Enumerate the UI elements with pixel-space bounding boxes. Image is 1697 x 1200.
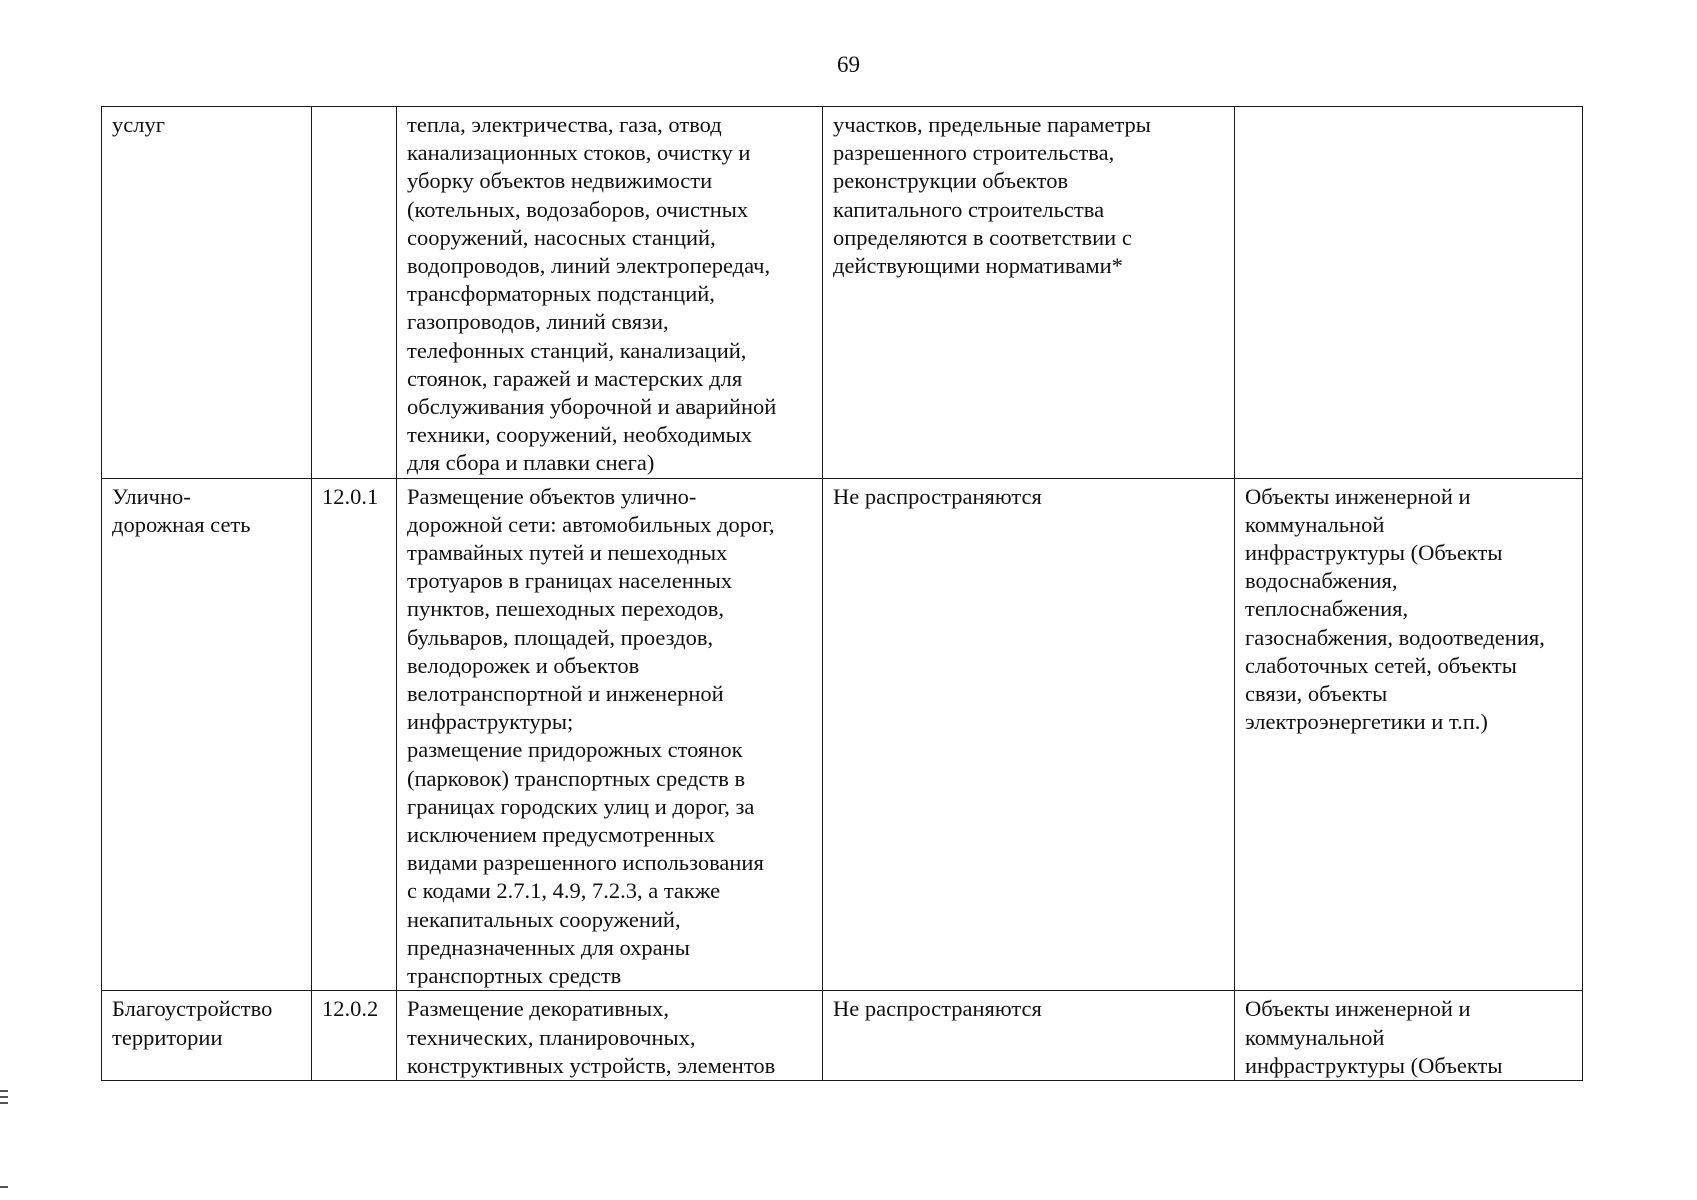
use-code: 12.0.1: [322, 483, 379, 509]
use-code: 12.0.2: [322, 996, 379, 1022]
use-code-cell: [312, 991, 397, 1081]
table-row: [102, 107, 1583, 479]
use-code-cell: [312, 107, 397, 479]
scan-margin-mark: [0, 1102, 8, 1104]
use-description-cell: [397, 107, 823, 479]
construction-parameters: Не распространяются: [833, 996, 1042, 1022]
table-row: [102, 478, 1583, 991]
auxiliary-uses-cell: [1235, 991, 1583, 1081]
use-description-cell: [397, 991, 823, 1081]
use-name: Благоустройство территории: [112, 996, 273, 1050]
use-description-cell: [397, 478, 823, 991]
auxiliary-uses-cell: [1235, 107, 1583, 479]
scan-margin-mark: [0, 1090, 8, 1092]
construction-parameters: Не распространяются: [833, 483, 1042, 509]
use-description: тепла, электричества, газа, отвод канализационных стоков, очистку и уборку объектов недвижимости (котельных, водозаборов, очистных сооружений, насосных станций, водопроводов, линий электропередач, трансформаторных подстанций, газопроводов, линий связи, телефонных станций, канализаций, стоянок, гаражей и мастерских для обслуживания уборочной и аварийной техники, сооружений, необходимых для сбора и плавки снега): [407, 112, 777, 476]
construction-parameters-cell: [823, 107, 1235, 479]
scan-margin-mark: [0, 1186, 8, 1188]
construction-parameters: участков, предельные параметры разрешенного строительства, реконструкции объектов капитального строительства определяются в соответствии с действующими нормативами*: [833, 112, 1151, 279]
use-name-cell: [102, 991, 312, 1081]
use-code-cell: [312, 478, 397, 991]
auxiliary-uses-cell: [1235, 478, 1583, 991]
use-name: услуг: [112, 112, 165, 137]
construction-parameters-cell: [823, 478, 1235, 991]
scan-margin-mark: [0, 1096, 8, 1098]
use-description: Размещение объектов улично- дорожной сети: автомобильных дорог, трамвайных путей и пешеходных тротуаров в границах населенных пунктов, пешеходных переходов, бульваров, площадей, проездов, велодорожек и объектов велотранспортной и инженерной инфраструктуры; размещение придорожных стоянок (парковок) транспортных средств в границах городских улиц и дорог, за исключением предусмотренных видами разрешенного использования с кодами 2.7.1, 4.9, 7.2.3, а также некапитальных сооружений, предназначенных для охраны транспортных средств: [407, 483, 775, 989]
use-name-cell: [102, 107, 312, 479]
table-row: [102, 991, 1583, 1081]
land-use-table: [101, 106, 1583, 1081]
use-name-cell: [102, 478, 312, 991]
page-number: 69: [837, 52, 860, 77]
auxiliary-uses: Объекты инженерной и коммунальной инфраструктуры (Объекты водоснабжения, теплоснабжения, газоснабжения, водоотведения, слаботочных сетей, объекты связи, объекты электроэнергетики и т.п.): [1245, 483, 1545, 735]
auxiliary-uses: Объекты инженерной и коммунальной инфраструктуры (Объекты: [1245, 996, 1503, 1078]
construction-parameters-cell: [823, 991, 1235, 1081]
use-description: Размещение декоративных, технических, планировочных, конструктивных устройств, элементов: [407, 996, 776, 1078]
use-name: Улично- дорожная сеть: [112, 483, 251, 537]
